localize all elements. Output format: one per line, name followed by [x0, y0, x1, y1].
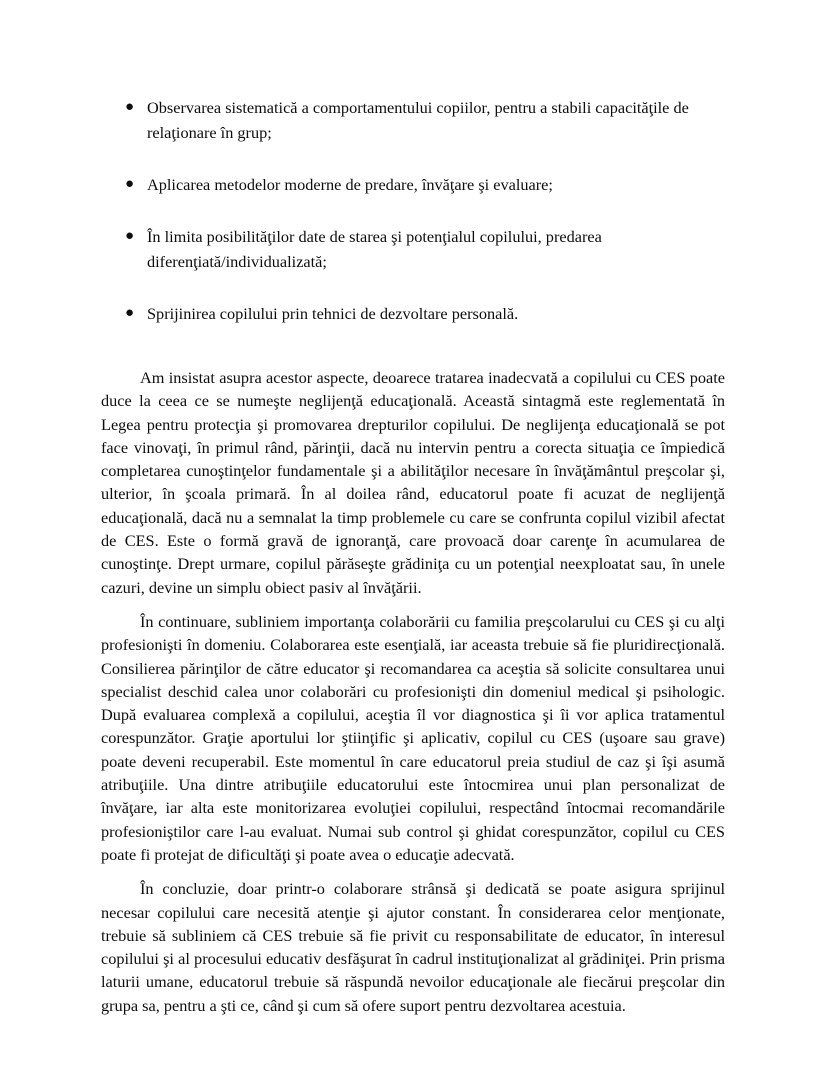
list-item-text: În limita posibilităţilor date de starea şi potenţialul copilului, predarea diferenţiată/individualizată; [147, 227, 602, 271]
bullet-point-icon: ● [125, 305, 135, 321]
bullet-point-icon: ● [125, 228, 135, 244]
list-item [101, 301, 747, 326]
body-text-block [101, 366, 725, 1017]
bullet-point-icon: ● [125, 99, 135, 115]
bullet-point-icon: ● [125, 176, 135, 192]
paragraph-concluzie: În concluzie, doar printr-o colaborare strânsă şi dedicată se poate asigura sprijinul necesar copilului care necesită atenţie şi ajutor constant. În considerarea celor menţionate, trebuie să subliniem că CES trebuie să fie privit cu responsabilitate de educator, în interesul copilului şi al procesului educativ desfăşurat în cadrul instituţionalizat al grădiniţei. Prin prisma laturii umane, educatorul trebuie să răspundă nevoilor educaţionale ale fiecărui preşcolar din grupa sa, pentru a şti ce, când şi cum să ofere suport pentru dezvoltarea acestuia. [101, 879, 725, 1015]
bullet-list [101, 95, 725, 326]
list-item-text: Sprijinirea copilului prin tehnici de dezvoltare personală. [147, 304, 519, 323]
paragraph-colaborare-familie: În continuare, subliniem importanţa colaborării cu familia preşcolarului cu CES şi cu alţi profesionişti în domeniu. Colaborarea este esenţială, iar aceasta trebuie să fie pluridirecţională. Consilierea părinţilor de către educator şi recomandarea ca aceştia să solicite consultarea unui specialist deschid calea unor colaborări cu profesionişti din domeniul medical şi psihologic. După evaluarea complexă a copilului, aceştia îl vor diagnostica şi îi vor aplica tratamentul corespunzător. Graţie aportului lor ştiinţific şi aplicativ, copilul cu CES (uşoare sau grave) poate deveni recuperabil. Este momentul în care educatorul preia studiul de caz şi îşi asumă atribuţiile. Una dintre atribuţiile educatorului este întocmirea unui plan personalizat de învăţare, iar alta este monitorizarea evoluţiei copilului, respectând întocmai recomandările profesioniştilor care l-au evaluat. Numai sub control şi ghidat corespunzător, copilul cu CES poate fi protejat de dificultăţi şi poate avea o educaţie adecvată. [101, 611, 725, 864]
list-item [101, 224, 747, 274]
list-item-text: Aplicarea metodelor moderne de predare, învăţare şi evaluare; [147, 175, 553, 194]
list-item-text: Observarea sistematică a comportamentului copiilor, pentru a stabili capacităţile de relaţionare în grup; [147, 98, 689, 142]
list-item [101, 172, 747, 197]
document-content [101, 95, 725, 1017]
paragraph-neglijenta-educationala: Am insistat asupra acestor aspecte, deoarece tratarea inadecvată a copilului cu CES poate duce la ceea ce se numeşte neglijenţă educaţională. Această sintagmă este reglementată în Legea pentru protecţia şi promovarea drepturilor copilului. De neglijenţa educaţională se pot face vinovaţi, în primul rând, părinţii, dacă nu intervin pentru a corecta situaţia ce împiedică completarea cunoştinţelor fundamentale şi a abilităţilor necesare în învăţământul preşcolar şi, ulterior, în şcoala primară. În al doilea rând, educatorul poate fi acuzat de neglijenţă educaţională, dacă nu a semnalat la timp problemele cu care se confrunta copilul vizibil afectat de CES. Este o formă gravă de ignoranţă, care provoacă doar carenţe în acumularea de cunoştinţe. Drept urmare, copilul părăseşte grădiniţa cu un potenţial neexploatat sau, în unele cazuri, devine un simplu obiect pasiv al învăţării. [101, 368, 725, 597]
list-item [101, 95, 747, 145]
